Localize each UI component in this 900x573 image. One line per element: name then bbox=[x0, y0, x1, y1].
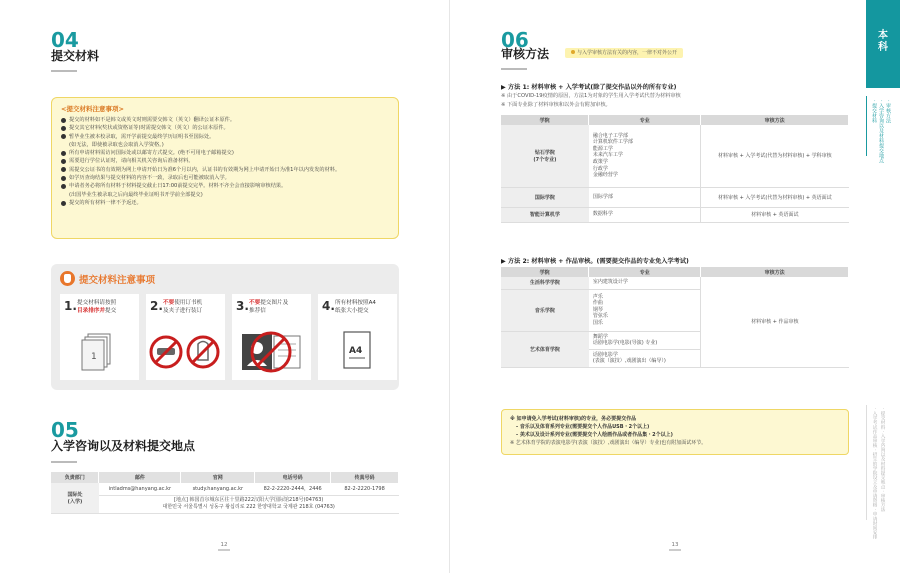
major-cell: 话剧电影学 (表演（演技）,戏剧演出（编导）) bbox=[589, 349, 701, 367]
svg-text:A4: A4 bbox=[349, 346, 363, 356]
notes-title: <提交材料注意事项> bbox=[61, 105, 124, 113]
dot-icon bbox=[571, 50, 575, 54]
note-item: 需提交公证书的有效期为网上申请开始日为准6个月以内，认证书的有效期为网上申请开始日为准1年以内发发的材料。 bbox=[61, 166, 389, 174]
method-cell: 材料审核 + 英语面试 bbox=[701, 207, 849, 222]
bullet-icon bbox=[61, 134, 66, 139]
note-item: 暂毕业生被本校录取，需开学前提交最终学历证明书至国际处。 bbox=[61, 133, 389, 141]
note-item: 申请者务必将所有材料于材料提交截止日17:00前提交完毕。材料不齐全会直接影响审核结果。 bbox=[61, 182, 389, 190]
college-cell: 国际学院 bbox=[501, 187, 589, 207]
method-cell: 材料审核 + 入学考试(代替为材料审核) + 英语面试 bbox=[701, 187, 849, 207]
method-1-note: ※ 下面专业除了材料审核和以外会有附加审核。 bbox=[501, 102, 611, 108]
website-link[interactable]: study.hanyang.ac.kr bbox=[181, 483, 255, 495]
method-1-note: ※ 由于COVID-19疫情的原因，方法1为对象的学生用入学考试代替为材料审核 bbox=[501, 93, 681, 99]
card-number: 2. bbox=[150, 299, 163, 313]
method-1-title: ▶ 方法 1: 材料审核 + 入学考试(除了提交作品以外的所有专业) bbox=[501, 84, 677, 91]
caution-header bbox=[60, 271, 155, 286]
section-05-title: 入学咨询以及材料提交地点 bbox=[51, 439, 196, 453]
column-header: 学院 bbox=[501, 267, 589, 277]
page-gutter bbox=[449, 0, 450, 573]
method-notes-box bbox=[501, 409, 849, 455]
column-header: 专业 bbox=[589, 267, 701, 277]
college-cell: 生活科学学院 bbox=[501, 277, 589, 289]
note-item: 提交的所有材料一律不予返还。 bbox=[61, 199, 389, 207]
section-05-underline bbox=[51, 461, 77, 463]
table-header-row bbox=[51, 472, 399, 483]
side-nav-item[interactable]: · 入学考试作品审核 · 招生的学院设立及申请资格 · 申请时间安排 bbox=[872, 408, 877, 540]
side-nav-item[interactable]: · 提交材料 bbox=[871, 100, 877, 124]
bullet-icon bbox=[61, 159, 66, 164]
column-header: 电话号码 bbox=[255, 472, 331, 483]
college-cell: 艺术体育学院 bbox=[501, 331, 589, 367]
column-header: 传真号码 bbox=[331, 472, 399, 483]
side-nav-item[interactable]: · 入学咨询以及材料提交地点 bbox=[878, 100, 884, 164]
major-cell: 融合电子工学部 计算机软件工学部 能源工学 未来汽车工学 政策学 行政学 金融经营学 bbox=[589, 125, 701, 187]
card-text: 不要提交图片及 推荐信 bbox=[249, 300, 289, 314]
note-sub: (出国毕业生被录取之后向最终毕业证明书开学前全部提交) bbox=[69, 191, 203, 198]
svg-text:1: 1 bbox=[91, 352, 97, 362]
note-item: 提交其它材料(奖状或资格证等)时需提交韩文（英文）的公证本原件。 bbox=[61, 124, 389, 132]
contact-table bbox=[51, 472, 399, 514]
column-header: 审核方法 bbox=[701, 115, 849, 125]
note-item: 所有申请材料需访问国际处或以邮寄方式提交。(绝不可用电子邮箱提交) bbox=[61, 149, 389, 157]
major-cell: 国际学部 bbox=[589, 187, 701, 207]
section-06-underline bbox=[501, 68, 527, 70]
section-06-title: 审核方法 bbox=[501, 47, 550, 61]
address-cell: [地点] 韩国首尔城东区往十里路222汉阳大学国际馆218号(04763) 대한민국 서울특별시 성동구 왕십리로 222 한양대학교 국제관 218호 (04763) bbox=[99, 495, 399, 513]
caution-card-3 bbox=[232, 294, 311, 380]
table-row bbox=[51, 495, 399, 513]
a4-paper-icon bbox=[318, 326, 397, 378]
card-number: 4. bbox=[322, 299, 335, 313]
major-cell: 室内建筑设计学 bbox=[589, 277, 701, 289]
submission-notes-box bbox=[51, 97, 399, 239]
major-cell: 数据科学 bbox=[589, 207, 701, 222]
column-header: 专业 bbox=[589, 115, 701, 125]
side-nav-item[interactable]: · 审核方法 bbox=[885, 100, 891, 124]
caution-card-1 bbox=[60, 294, 139, 380]
card-text: 提交材料请按照 目录排序并提交 bbox=[77, 300, 117, 314]
caution-card-2 bbox=[146, 294, 225, 380]
column-header: 负责部门 bbox=[51, 472, 99, 483]
college-cell: 钻石学院 (7个专业) bbox=[501, 125, 589, 187]
method-2-table bbox=[501, 267, 849, 368]
note-item: 提交的材料如不是韩文或英文时则需要交韩文（英文）翻译公证本原件。 bbox=[61, 116, 389, 124]
card-number: 1. bbox=[64, 299, 77, 313]
table-header-row bbox=[501, 115, 849, 125]
column-header: 官网 bbox=[181, 472, 255, 483]
page-number-right: 13 bbox=[665, 542, 685, 551]
page-number-left: 12 bbox=[214, 542, 234, 551]
caution-panel bbox=[51, 264, 399, 390]
bullet-icon bbox=[61, 151, 66, 156]
hand-icon bbox=[60, 271, 75, 286]
card-text: 不要使用订书机 及夹子进行装订 bbox=[163, 300, 203, 314]
phone-cell: 82-2-2220-2444，2446 bbox=[255, 483, 331, 495]
section-04-underline bbox=[51, 70, 77, 72]
column-header: 学院 bbox=[501, 115, 589, 125]
caution-title: 提交材料注意事项 bbox=[79, 274, 156, 286]
side-active-bar bbox=[866, 96, 867, 156]
method-1-table bbox=[501, 115, 849, 223]
major-cell: 声乐 作曲 钢琴 管弦乐 国乐 bbox=[589, 289, 701, 331]
method-cell: 材料审核 + 作品审核 bbox=[701, 277, 849, 367]
section-04-number: 04 bbox=[51, 28, 79, 52]
table-row bbox=[501, 125, 849, 187]
bullet-icon bbox=[61, 167, 66, 172]
card-text: 所有材料按照A4 纸张大小提交 bbox=[335, 300, 376, 314]
note-line: - 音乐以及体育系列专业(需要提交个人作品USB・2个以上) bbox=[516, 424, 650, 430]
college-cell: 音乐学院 bbox=[501, 289, 589, 331]
college-cell: 智能计算机学 bbox=[501, 207, 589, 222]
column-header: 审核方法 bbox=[701, 267, 849, 277]
table-row bbox=[501, 207, 849, 222]
major-cell: 舞蹈学 话剧电影学(电影(导演) 专业) bbox=[589, 331, 701, 349]
bullet-icon bbox=[61, 126, 66, 131]
email-link[interactable]: intladms@hanyang.ac.kr bbox=[99, 483, 181, 495]
no-photo-icon bbox=[232, 326, 311, 378]
notice-badge: 与入学审核方法有关的内容，一律不对外公开 bbox=[565, 48, 683, 58]
table-row bbox=[501, 277, 849, 289]
bullet-icon bbox=[61, 201, 66, 206]
undergrad-tab[interactable]: 本 科 bbox=[866, 0, 900, 88]
section-04-title: 提交材料 bbox=[51, 49, 100, 63]
table-header-row bbox=[501, 267, 849, 277]
fax-cell: 82-2-2220-1798 bbox=[331, 483, 399, 495]
no-stapler-icon bbox=[146, 326, 225, 378]
method-2-title: ▶ 方法 2: 材料审核 + 作品审核。(需要提交作品的专业免入学考试) bbox=[501, 258, 689, 265]
dept-cell: 国际处 (入学) bbox=[51, 483, 99, 513]
card-number: 3. bbox=[236, 299, 249, 313]
bullet-icon bbox=[61, 184, 66, 189]
caution-card-4 bbox=[318, 294, 397, 380]
table-row bbox=[51, 483, 399, 495]
note-line: ※ 如申请免入学考试(材料审核)的专业，务必要提交作品 bbox=[510, 416, 637, 422]
table-row bbox=[501, 187, 849, 207]
side-inactive-bar bbox=[866, 405, 867, 520]
note-line: - 美术以及设计系列专业(需要提交个人绘画作品或者作品集・2个以上) bbox=[516, 432, 673, 438]
section-06-number: 06 bbox=[501, 28, 529, 52]
section-05-number: 05 bbox=[51, 418, 79, 442]
column-header: 邮件 bbox=[99, 472, 181, 483]
bullet-icon bbox=[61, 176, 66, 181]
note-item: 如学历查询结果与提交材料的内容不一致，录取后也可能被取消入学。 bbox=[61, 174, 389, 182]
bullet-icon bbox=[61, 118, 66, 123]
note-sub: (如无法，即使被录取也会取消入学资格。) bbox=[69, 141, 164, 148]
note-line: ※ 艺术体育学院的表演电影学(表演（演技）,戏剧演出（编导）专业)也有附加面试环节。 bbox=[510, 440, 707, 446]
side-nav-item[interactable]: · 提交材料 · 入学咨询以及材料提交地点 · 审核方法 bbox=[880, 408, 885, 512]
method-cell: 材料审核 + 入学考试(代替为材料审核) + 学科审核 bbox=[701, 125, 849, 187]
note-item: 需要进行学位认证时，请向相关机关咨询后准备材料。 bbox=[61, 157, 389, 165]
stack-papers-icon bbox=[60, 326, 139, 378]
